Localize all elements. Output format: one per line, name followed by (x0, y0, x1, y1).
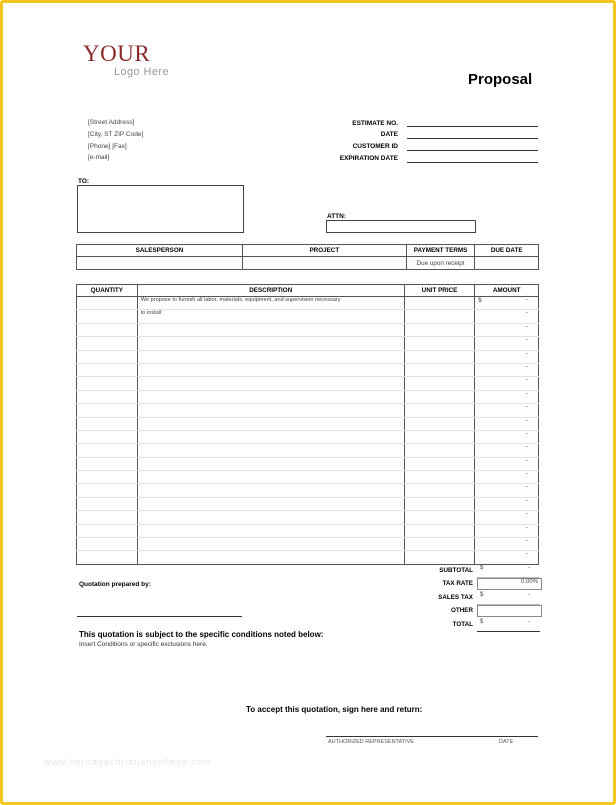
quantity-cell[interactable] (77, 511, 138, 524)
total-currency: $ (480, 619, 484, 625)
prepared-by-label: Quotation prepared by: (79, 581, 151, 588)
subtotal-value (477, 565, 540, 578)
table-row (77, 551, 539, 564)
amount-value: - (526, 538, 528, 545)
quantity-cell[interactable] (77, 323, 138, 336)
watermark: www.heritagechristiancollege.com (44, 757, 212, 767)
amount-header: AMOUNT (475, 285, 539, 297)
info-table (76, 244, 539, 270)
table-row (77, 484, 539, 497)
accept-instructions: To accept this quotation, sign here and return: (246, 705, 423, 714)
quantity-cell[interactable] (77, 497, 138, 510)
conditions-text[interactable]: Insert Conditions or specific exclusions here. (79, 641, 208, 648)
unit-price-cell[interactable] (404, 350, 475, 363)
description-cell[interactable]: to install: (137, 310, 404, 323)
table-row (77, 390, 539, 403)
due-date-cell[interactable] (475, 257, 539, 270)
customer-id-label: CUSTOMER ID (352, 143, 398, 150)
amount-value: - (526, 524, 528, 531)
unit-price-cell[interactable] (404, 471, 475, 484)
sales-tax-row (410, 592, 540, 605)
logo-subtitle: Logo Here (114, 66, 169, 78)
due-date-header: DUE DATE (475, 245, 539, 257)
to-address-box[interactable] (77, 185, 244, 233)
table-row (77, 538, 539, 551)
table-row (77, 297, 539, 310)
quantity-cell[interactable] (77, 444, 138, 457)
attn-label: ATTN: (327, 213, 347, 220)
amount-cell (475, 417, 539, 430)
table-row (77, 457, 539, 470)
unit-price-header: UNIT PRICE (404, 285, 475, 297)
salesperson-header: SALESPERSON (77, 245, 243, 257)
quantity-cell[interactable] (77, 363, 138, 376)
unit-price-cell[interactable] (404, 377, 475, 390)
description-cell[interactable] (137, 350, 404, 363)
amount-value: - (526, 551, 528, 558)
amount-value: - (526, 350, 528, 357)
project-cell[interactable] (242, 257, 406, 270)
table-row (77, 363, 539, 376)
quantity-cell[interactable] (77, 551, 138, 564)
description-cell[interactable] (137, 430, 404, 443)
description-cell[interactable] (137, 337, 404, 350)
unit-price-cell[interactable] (404, 551, 475, 564)
total-label: TOTAL (452, 621, 473, 628)
other-label: OTHER (450, 607, 473, 614)
total-value (477, 619, 540, 632)
description-cell[interactable] (137, 323, 404, 336)
table-row (77, 471, 539, 484)
amount-value: - (526, 444, 528, 451)
unit-price-cell[interactable] (404, 511, 475, 524)
estimate-no-field[interactable] (407, 126, 538, 127)
unit-price-cell[interactable] (404, 404, 475, 417)
company-phone: [Phone] [Fax] (88, 143, 127, 150)
unit-price-cell[interactable] (404, 497, 475, 510)
amount-value: - (526, 404, 528, 411)
amount-value: - (526, 310, 528, 317)
quantity-cell[interactable] (77, 377, 138, 390)
tax-rate-row (410, 578, 540, 591)
payment-terms-header: PAYMENT TERMS (406, 245, 475, 257)
sales-tax-label: SALES TAX (438, 594, 473, 601)
unit-price-cell[interactable] (404, 484, 475, 497)
company-email: [e-mail] (88, 154, 110, 161)
description-cell[interactable] (137, 511, 404, 524)
items-table (76, 284, 539, 565)
date-field[interactable] (407, 138, 538, 139)
amount-cell (475, 297, 539, 310)
amount-cell (475, 484, 539, 497)
amount-value: - (526, 511, 528, 518)
amount-cell (475, 390, 539, 403)
amount-cell (475, 350, 539, 363)
table-row (77, 323, 539, 336)
table-row (77, 417, 539, 430)
amount-value: - (526, 363, 528, 370)
company-city: [City, ST ZIP Code] (88, 131, 144, 138)
amount-cell (475, 524, 539, 537)
amount-cell (475, 511, 539, 524)
estimate-no-label: ESTIMATE NO. (352, 120, 398, 127)
amount-value: - (526, 323, 528, 330)
expiration-date-label: EXPIRATION DATE (339, 155, 398, 162)
authorized-rep-label: AUTHORIZED REPRESENTATIVE (328, 739, 414, 745)
amount-value: - (526, 297, 528, 303)
description-cell[interactable] (137, 497, 404, 510)
description-cell[interactable] (137, 457, 404, 470)
subtotal-amount: - (528, 565, 530, 571)
amount-value: - (526, 497, 528, 504)
unit-price-cell[interactable] (404, 337, 475, 350)
expiration-date-field[interactable] (407, 162, 538, 163)
signature-line[interactable] (326, 736, 538, 737)
description-cell[interactable] (137, 417, 404, 430)
description-cell[interactable] (137, 524, 404, 537)
table-row (77, 511, 539, 524)
quantity-cell[interactable] (77, 538, 138, 551)
quantity-cell[interactable] (77, 484, 138, 497)
table-row (77, 524, 539, 537)
quantity-cell[interactable] (77, 337, 138, 350)
quantity-cell[interactable] (77, 417, 138, 430)
other-value[interactable] (477, 605, 542, 617)
total-amount: - (528, 619, 530, 625)
customer-id-field[interactable] (407, 150, 538, 151)
quantity-cell[interactable] (77, 404, 138, 417)
description-cell[interactable] (137, 538, 404, 551)
unit-price-cell[interactable] (404, 538, 475, 551)
description-cell[interactable] (137, 390, 404, 403)
amount-cell (475, 457, 539, 470)
amount-cell (475, 471, 539, 484)
amount-cell (475, 337, 539, 350)
to-label: TO: (78, 178, 90, 185)
description-cell[interactable] (137, 404, 404, 417)
company-street: [Street Address] (88, 119, 135, 126)
signature-date-label: DATE (499, 739, 514, 745)
date-label: DATE (380, 131, 398, 138)
unit-price-cell[interactable] (404, 524, 475, 537)
quantity-cell[interactable] (77, 524, 138, 537)
amount-value: - (526, 390, 528, 397)
unit-price-cell[interactable] (404, 457, 475, 470)
quantity-cell[interactable] (77, 457, 138, 470)
quantity-cell[interactable] (77, 297, 138, 310)
quantity-cell[interactable] (77, 310, 138, 323)
amount-currency: $ (478, 298, 482, 304)
description-cell[interactable] (137, 444, 404, 457)
unit-price-cell[interactable] (404, 417, 475, 430)
unit-price-cell[interactable] (404, 444, 475, 457)
prepared-by-line[interactable] (77, 616, 242, 617)
unit-price-cell[interactable] (404, 297, 475, 310)
description-cell[interactable] (137, 471, 404, 484)
other-row (410, 605, 540, 618)
unit-price-cell[interactable] (404, 430, 475, 443)
subtotal-currency: $ (480, 565, 484, 571)
tax-rate-value[interactable] (477, 578, 542, 590)
description-cell[interactable] (137, 484, 404, 497)
attn-field[interactable] (326, 220, 476, 233)
table-row (77, 350, 539, 363)
project-header: PROJECT (242, 245, 406, 257)
table-row (77, 377, 539, 390)
amount-value: - (526, 337, 528, 344)
unit-price-cell[interactable] (404, 390, 475, 403)
amount-value: - (526, 457, 528, 464)
amount-cell (475, 323, 539, 336)
quantity-cell[interactable] (77, 471, 138, 484)
sales-tax-amount: - (528, 592, 530, 598)
quantity-cell[interactable] (77, 430, 138, 443)
table-row (77, 404, 539, 417)
company-logo: YOUR (83, 41, 151, 66)
unit-price-cell[interactable] (404, 310, 475, 323)
amount-cell (475, 497, 539, 510)
amount-value: - (526, 430, 528, 437)
subtotal-label: SUBTOTAL (439, 567, 473, 574)
description-cell[interactable] (137, 551, 404, 564)
quantity-cell[interactable] (77, 390, 138, 403)
salesperson-cell[interactable] (77, 257, 243, 270)
amount-value: - (526, 377, 528, 384)
table-row (77, 430, 539, 443)
tax-rate-label: TAX RATE (442, 580, 473, 587)
amount-cell (475, 377, 539, 390)
amount-cell (475, 551, 539, 564)
tax-rate-amount: 0.00% (520, 579, 538, 585)
quantity-cell[interactable] (77, 350, 138, 363)
quantity-header: QUANTITY (77, 285, 138, 297)
table-row (77, 444, 539, 457)
description-cell[interactable] (137, 363, 404, 376)
table-row (77, 337, 539, 350)
unit-price-cell[interactable] (404, 363, 475, 376)
description-header: DESCRIPTION (137, 285, 404, 297)
sales-tax-value (477, 592, 540, 605)
amount-cell (475, 404, 539, 417)
amount-cell (475, 538, 539, 551)
amount-cell (475, 363, 539, 376)
payment-terms-cell[interactable]: Due upon receipt (406, 257, 475, 270)
description-cell[interactable]: We propose to furnish all labor, materials, equipment, and supervision necessary (137, 297, 404, 310)
unit-price-cell[interactable] (404, 323, 475, 336)
amount-cell (475, 310, 539, 323)
amount-value: - (526, 471, 528, 478)
amount-value: - (526, 417, 528, 424)
conditions-title: This quotation is subject to the specific conditions noted below: (79, 630, 324, 639)
total-row (410, 619, 540, 632)
amount-cell (475, 430, 539, 443)
sales-tax-currency: $ (480, 592, 484, 598)
table-row (77, 310, 539, 323)
page-title: Proposal (468, 71, 533, 88)
amount-value: - (526, 484, 528, 491)
amount-cell (475, 444, 539, 457)
subtotal-row (410, 565, 540, 578)
description-cell[interactable] (137, 377, 404, 390)
table-row (77, 497, 539, 510)
